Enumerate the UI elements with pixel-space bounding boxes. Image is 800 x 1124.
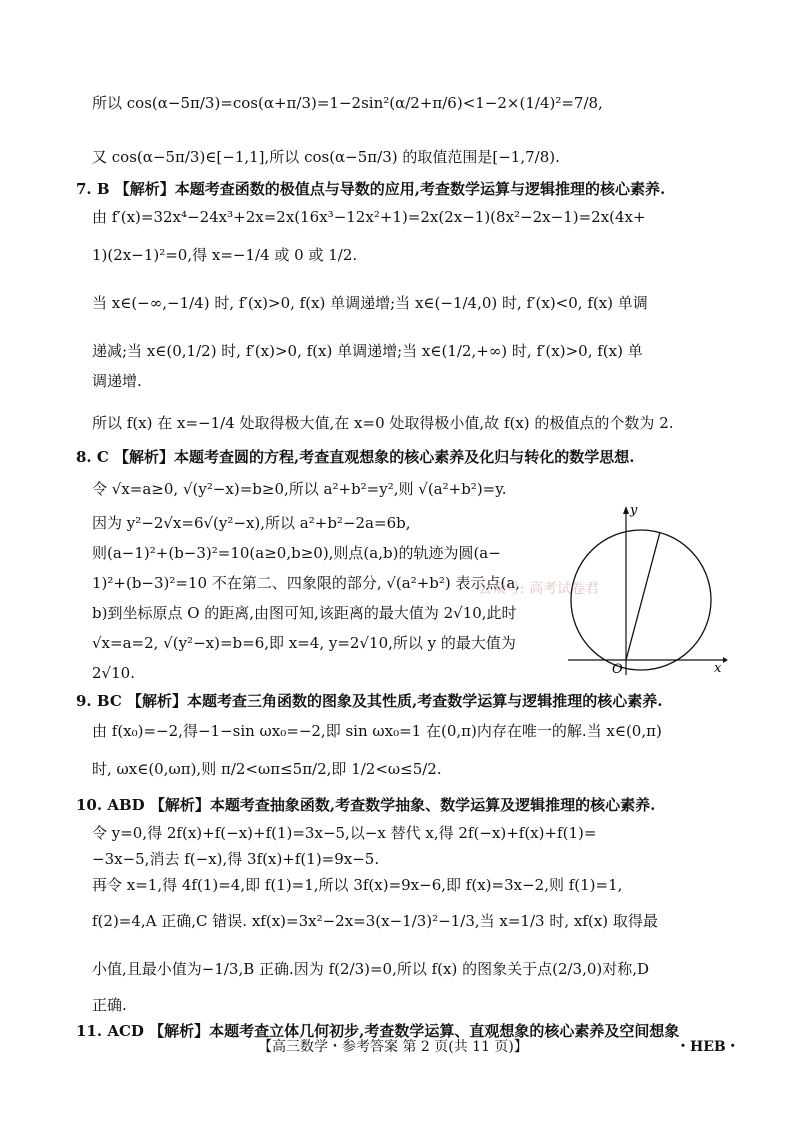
text-line: 所以 f(x) 在 x=−1/4 处取得极大值,在 x=0 处取得极小值,故 f(x) 的极值点的个数为 2.	[92, 414, 674, 432]
text-line: 2√10.	[92, 664, 135, 682]
text-line: 正确.	[92, 996, 127, 1014]
footer-code: ・HEB・	[676, 1039, 740, 1055]
text-line: √x=a=2, √(y²−x)=b=6,即 x=4, y=2√10,所以 y 的最大值为	[92, 634, 516, 652]
origin-label: O	[612, 662, 623, 675]
x-axis-label: x	[714, 661, 722, 675]
text-line: 当 x∈(−∞,−1/4) 时, f′(x)>0, f(x) 单调递增;当 x∈(−1/4,0) 时, f′(x)<0, f(x) 单调	[92, 294, 648, 312]
y-axis-arrow	[623, 506, 629, 514]
question-7-heading: 7. B 【解析】本题考查函数的极值点与导数的应用,考查数学运算与逻辑推理的核心素养.	[76, 180, 666, 198]
text-line: 调递增.	[92, 372, 142, 390]
page-footer	[0, 1036, 800, 1060]
text-line: 又 cos(α−5π/3)∈[−1,1],所以 cos(α−5π/3) 的取值范围是[−1,7/8).	[92, 148, 560, 166]
text-line: 由 f′(x)=32x⁴−24x³+2x=2x(16x³−12x²+1)=2x(2x−1)(8x²−2x−1)=2x(4x+	[92, 208, 646, 226]
question-8-heading: 8. C 【解析】本题考查圆的方程,考查直观想象的核心素养及化归与转化的数学思想.	[76, 448, 635, 466]
watermark: 公众号: 高考试卷君	[478, 581, 600, 597]
text-line: 时, ωx∈(0,ωπ),则 π/2<ωπ≤5π/2,即 1/2<ω≤5/2.	[92, 760, 442, 778]
question-11-heading: 11. ACD 【解析】本题考查立体几何初步,考查数学运算、直观想象的核心素养及空间想象	[76, 1022, 680, 1040]
text-line: 令 √x=a≥0, √(y²−x)=b≥0,所以 a²+b²=y²,则 √(a²+b²)=y.	[92, 480, 507, 498]
text-line: f(2)=4,A 正确,C 错误. xf(x)=3x²−2x=3(x−1/3)²−1/3,当 x=1/3 时, xf(x) 取得最	[92, 912, 658, 930]
text-line: 因为 y²−2√x=6√(y²−x),所以 a²+b²−2a=6b,	[92, 514, 411, 532]
text-line: 1)²+(b−3)²=10 不在第二、四象限的部分, √(a²+b²) 表示点(a,	[92, 574, 521, 592]
distance-segment	[626, 532, 660, 660]
text-line: 则(a−1)²+(b−3)²=10(a≥0,b≥0),则点(a,b)的轨迹为圆(a−	[92, 544, 501, 562]
text-line: 令 y=0,得 2f(x)+f(−x)+f(1)=3x−5,以−x 替代 x,得 2f(−x)+f(x)+f(1)=	[92, 824, 597, 842]
text-line: b)到坐标原点 O 的距离,由图可知,该距离的最大值为 2√10,此时	[92, 604, 517, 622]
text-line: 再令 x=1,得 4f(1)=4,即 f(1)=1,所以 3f(x)=9x−6,即 f(x)=3x−2,则 f(1)=1,	[92, 876, 623, 894]
text-line: 小值,且最小值为−1/3,B 正确.因为 f(2/3)=0,所以 f(x) 的图象关于点(2/3,0)对称,D	[92, 960, 650, 978]
text-line: 1)(2x−1)²=0,得 x=−1/4 或 0 或 1/2.	[92, 246, 358, 264]
question-10-heading: 10. ABD 【解析】本题考查抽象函数,考查数学抽象、数学运算及逻辑推理的核心素养.	[76, 796, 656, 814]
question-9-heading: 9. BC 【解析】本题考查三角函数的图象及其性质,考查数学运算与逻辑推理的核心素养.	[76, 692, 663, 710]
text-line: 由 f(x₀)=−2,得−1−sin ωx₀=−2,即 sin ωx₀=1 在(0,π)内存在唯一的解.当 x∈(0,π)	[92, 722, 662, 740]
x-axis-arrow	[723, 657, 728, 663]
text-line: 递减;当 x∈(0,1/2) 时, f′(x)>0, f(x) 单调递增;当 x∈(1/2,+∞) 时, f′(x)>0, f(x) 单	[92, 342, 643, 360]
text-line: 所以 cos(α−5π/3)=cos(α+π/3)=1−2sin²(α/2+π/6)<1−2×(1/4)²=7/8,	[92, 94, 603, 112]
circle	[571, 530, 711, 670]
y-axis-label: y	[630, 503, 638, 518]
circle-graph	[568, 500, 728, 675]
text-line: −3x−5,消去 f(−x),得 3f(x)+f(1)=9x−5.	[92, 850, 380, 868]
footer-page-info: 【高三数学・参考答案 第 2 页(共 11 页)】	[258, 1039, 528, 1055]
